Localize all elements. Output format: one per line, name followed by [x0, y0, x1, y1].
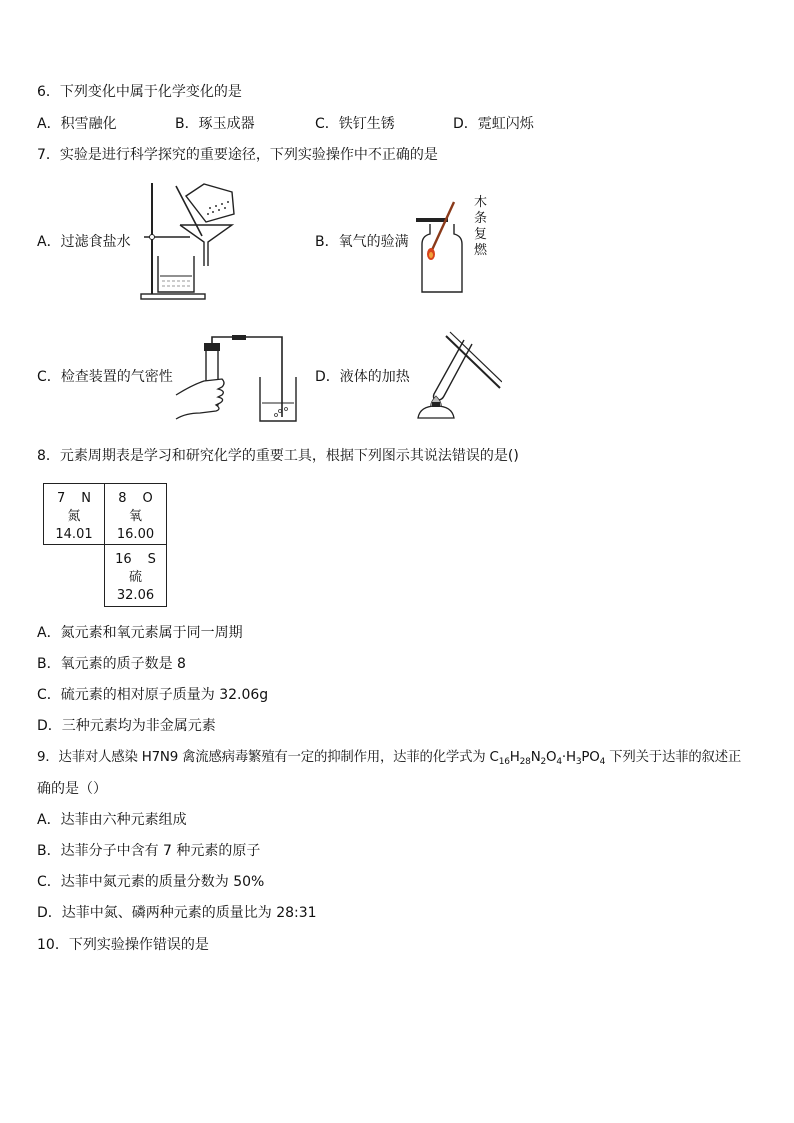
- oxygen-test-bottle-figure: [412, 194, 472, 294]
- formula-h: H: [509, 750, 520, 765]
- q6-option-d: D．霓虹闪烁: [453, 116, 534, 132]
- formula-n: N: [530, 750, 541, 765]
- label-char-4: 燃: [474, 243, 488, 258]
- formula-sub-h: 28: [519, 757, 531, 767]
- stick-relight-label: [474, 195, 487, 259]
- airtightness-check-figure: [172, 333, 298, 425]
- element-cell-nitrogen: [43, 483, 105, 545]
- q9-option-a: A．达菲由六种元素组成: [37, 812, 187, 828]
- element-symbol: N: [81, 491, 91, 506]
- formula-sub-c: 16: [498, 757, 510, 767]
- formula-sub-po: 4: [599, 757, 606, 767]
- label-char-2: 条: [474, 211, 488, 226]
- q8-option-d: D．三种元素均为非金属元素: [37, 718, 216, 734]
- element-number: 16: [115, 552, 132, 567]
- q8-option-b: B．氧元素的质子数是 8: [37, 656, 186, 672]
- q9-stem-part2: 下列关于达菲的叙述正: [605, 750, 742, 765]
- q9-stem-line2: 确的是（）: [37, 781, 107, 797]
- element-mass: 16.00: [116, 527, 155, 542]
- element-symbol: O: [142, 491, 153, 506]
- q9-stem-part1: 9．达菲对人感染 H7N9 禽流感病毒繁殖有一定的抑制作用，达菲的化学式为 C: [37, 750, 499, 765]
- q9-stem-line1: [37, 749, 741, 767]
- q10-stem: 10．下列实验操作错误的是: [37, 937, 209, 953]
- formula-sub-o: 4: [556, 757, 562, 767]
- filtration-apparatus-figure: [138, 178, 242, 304]
- element-name: 硫: [128, 570, 142, 585]
- q6-option-b: B．琢玉成器: [175, 116, 255, 132]
- q9-option-b: B．达菲分子中含有 7 种元素的原子: [37, 843, 261, 859]
- formula-h3: H: [565, 750, 576, 765]
- element-mass: 14.01: [55, 527, 93, 542]
- formula-sub-n: 2: [540, 757, 547, 767]
- element-symbol: S: [147, 552, 156, 567]
- label-char-1: 木: [474, 195, 488, 210]
- label-char-3: 复: [474, 227, 488, 242]
- element-number: 8: [118, 491, 127, 506]
- formula-dot: ·: [561, 750, 566, 765]
- q8-stem: 8．元素周期表是学习和研究化学的重要工具，根据下列图示其说法错误的是(): [37, 448, 519, 464]
- element-name: 氧: [128, 509, 142, 524]
- q6-option-a: A．积雪融化: [37, 116, 117, 132]
- element-name: 氮: [67, 509, 81, 524]
- q8-option-a: A．氮元素和氧元素属于同一周期: [37, 625, 243, 641]
- q7-option-d: D．液体的加热: [315, 369, 410, 385]
- q6-option-c: C．铁钉生锈: [315, 116, 395, 132]
- q9-option-c: C．达菲中氮元素的质量分数为 50%: [37, 874, 265, 890]
- q7-option-c: C．检查装置的气密性: [37, 369, 173, 385]
- q6-stem: 6．下列变化中属于化学变化的是: [37, 84, 242, 100]
- q7-stem: 7．实验是进行科学探究的重要途径，下列实验操作中不正确的是: [37, 147, 438, 163]
- q8-option-c: C．硫元素的相对原子质量为 32.06g: [37, 687, 269, 703]
- formula-sub-h3: 3: [575, 757, 582, 767]
- q7-option-a: A．过滤食盐水: [37, 234, 131, 250]
- element-cell-sulfur: [104, 544, 167, 607]
- q9-option-d: D．达菲中氮、磷两种元素的质量比为 28:31: [37, 905, 317, 921]
- formula-po: PO: [581, 750, 600, 765]
- formula-o: O: [546, 750, 557, 765]
- q7-option-b: B．氧气的验满: [315, 234, 409, 250]
- liquid-heating-figure: [410, 330, 502, 422]
- element-cell-oxygen: [104, 483, 167, 545]
- element-mass: 32.06: [116, 588, 155, 603]
- element-number: 7: [56, 491, 66, 506]
